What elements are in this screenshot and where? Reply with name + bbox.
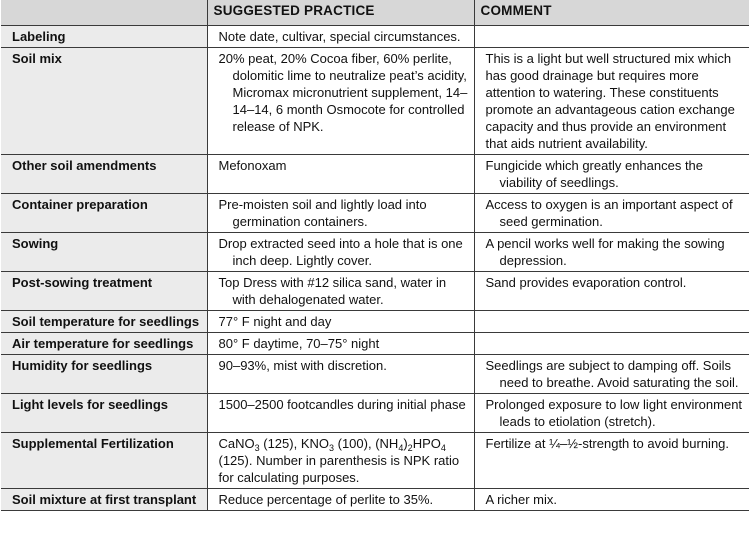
table-row <box>1 433 749 489</box>
row-label: Soil mix <box>1 48 207 155</box>
comment-text: Access to oxygen is an important aspect of seed germination. <box>485 197 733 229</box>
row-label: Container preparation <box>1 194 207 233</box>
table-row <box>1 489 749 511</box>
header-suggested-practice: SUGGESTED PRACTICE <box>207 0 474 26</box>
row-comment <box>474 333 749 355</box>
table-row <box>1 272 749 311</box>
row-practice: Reduce percentage of perlite to 35%. <box>207 489 474 511</box>
table-row <box>1 155 749 194</box>
fert-a: CaNO <box>218 436 255 451</box>
table-row <box>1 333 749 355</box>
row-comment <box>474 155 749 194</box>
row-label: Other soil amendments <box>1 155 207 194</box>
table-row <box>1 394 749 433</box>
fert-e: (100), (NH <box>334 436 399 451</box>
practice-text: Top Dress with #12 silica sand, water in with dehalogenated water. <box>218 275 447 307</box>
table-row <box>1 194 749 233</box>
table-header-row <box>1 0 749 26</box>
row-label: Soil temperature for seedlings <box>1 311 207 333</box>
row-practice: 80° F daytime, 70–75° night <box>207 333 474 355</box>
practice-text: Drop extracted seed into a hole that is one inch deep. Lightly cover. <box>218 236 463 268</box>
row-practice: 77° F night and day <box>207 311 474 333</box>
fert-b: 3 <box>254 443 260 453</box>
row-comment <box>474 26 749 48</box>
row-comment: A richer mix. <box>474 489 749 511</box>
row-comment: This is a light but well structured mix which has good drainage but requires more attention to watering. These constituents promote an advantageous cation exchange capacity and thus provide an environment that aids nutrient availability. <box>474 48 749 155</box>
row-comment <box>474 311 749 333</box>
row-comment <box>474 394 749 433</box>
row-label: Supplemental Fertilization <box>1 433 207 489</box>
row-practice <box>207 233 474 272</box>
row-label: Humidity for seedlings <box>1 355 207 394</box>
practice-text: Pre-moisten soil and lightly load into germination containers. <box>218 197 427 229</box>
row-label: Light levels for seedlings <box>1 394 207 433</box>
fert-j: 4 <box>440 443 446 453</box>
fert-f: 4 <box>398 443 404 453</box>
practice-table <box>1 0 749 511</box>
table-row <box>1 233 749 272</box>
row-practice: 90–93%, mist with discretion. <box>207 355 474 394</box>
row-comment <box>474 233 749 272</box>
header-blank <box>1 0 207 26</box>
comment-text: Fungicide which greatly enhances the viability of seedlings. <box>485 158 704 190</box>
row-practice <box>207 48 474 155</box>
fert-g: ) <box>403 436 408 451</box>
row-practice <box>207 272 474 311</box>
table-row <box>1 311 749 333</box>
row-label: Air temperature for seedlings <box>1 333 207 355</box>
row-label: Post-sowing treatment <box>1 272 207 311</box>
header-comment: COMMENT <box>474 0 749 26</box>
row-practice <box>207 194 474 233</box>
row-comment <box>474 355 749 394</box>
comment-text: A pencil works well for making the sowing depression. <box>485 236 725 268</box>
fert-c: (125), KNO <box>259 436 329 451</box>
row-comment <box>474 194 749 233</box>
table-row <box>1 355 749 394</box>
row-label: Labeling <box>1 26 207 48</box>
row-practice <box>207 433 474 489</box>
row-practice: Note date, cultivar, special circumstances. <box>207 26 474 48</box>
row-practice: 1500–2500 footcandles during initial phase <box>207 394 474 433</box>
table-row <box>1 48 749 155</box>
row-label: Sowing <box>1 233 207 272</box>
comment-text: Seedlings are subject to damping off. Soils need to breathe. Avoid saturating the soil. <box>485 358 739 390</box>
row-comment: Sand provides evaporation control. <box>474 272 749 311</box>
comment-text: Prolonged exposure to low light environment leads to etiolation (stretch). <box>485 397 743 429</box>
practice-text: 20% peat, 20% Cocoa fiber, 60% perlite, dolomitic lime to neutralize peat’s acidity, Micromax micronutrient supplement, 14–14–14, 6 month Osmocote for controlled release of NPK. <box>218 51 468 134</box>
row-comment: Fertilize at ¼–½-strength to avoid burning. <box>474 433 749 489</box>
table-row <box>1 26 749 48</box>
row-label: Soil mixture at first transplant <box>1 489 207 511</box>
fert-i: HPO <box>412 436 441 451</box>
fert-h: 2 <box>407 443 413 453</box>
row-practice: Mefonoxam <box>207 155 474 194</box>
fert-k: (125). Number in parenthesis is NPK ratio for calculating purposes. <box>218 453 460 485</box>
fert-d: 3 <box>329 443 335 453</box>
